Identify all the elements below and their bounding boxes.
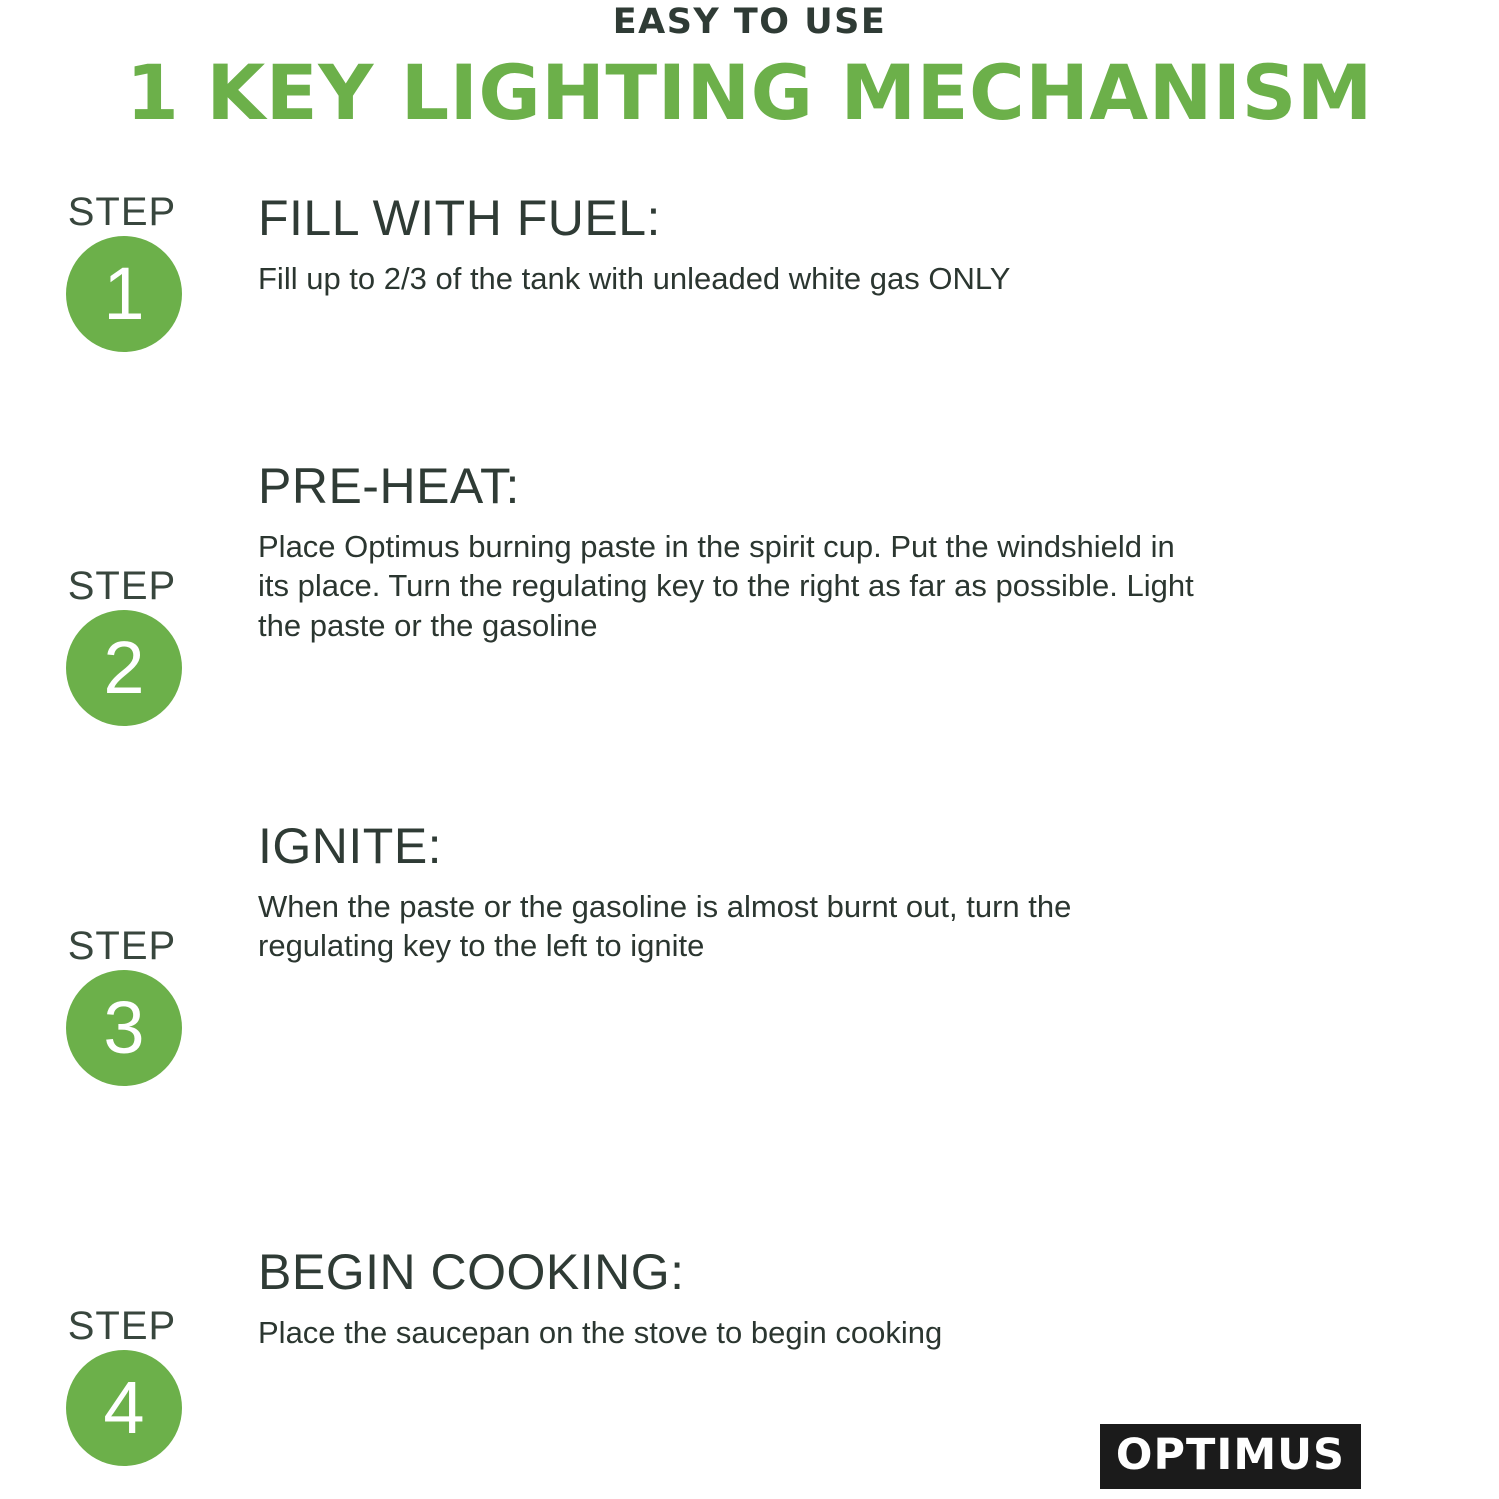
optimus-logo: OPTIMUS	[1100, 1424, 1361, 1489]
step-badge-3	[0, 820, 230, 1086]
step-title-3: IGNITE:	[258, 818, 443, 875]
step-item-3	[0, 820, 1499, 1086]
step-badge-1	[0, 192, 230, 352]
step-badge-4	[0, 1194, 230, 1466]
steps-list	[0, 192, 1499, 1466]
page-title: 1 KEY LIGHTING MECHANISM	[126, 47, 1373, 137]
step-label-4: STEP	[67, 1304, 177, 1349]
step-body-1	[230, 192, 1499, 298]
step-text-1: Fill up to 2/3 of the tank with unleaded white gas ONLY	[258, 260, 1011, 296]
step-body-2	[230, 460, 1499, 646]
step-label-3: STEP	[67, 924, 177, 969]
step-number-2: 2	[66, 610, 182, 726]
step-body-4	[230, 1194, 1499, 1352]
step-item-2	[0, 460, 1499, 726]
header	[0, 0, 1499, 136]
step-label-2: STEP	[67, 564, 177, 609]
step-title-4: BEGIN COOKING:	[258, 1244, 685, 1301]
step-item-1	[0, 192, 1499, 352]
step-text-2: Place Optimus burning paste in the spirit cup. Put the windshield in its place. Turn the regulating key to the right as far as possible. Light the paste or the gasoline	[258, 528, 1194, 643]
step-title-1: FILL WITH FUEL:	[258, 190, 661, 247]
eyebrow-text: EASY TO USE	[612, 2, 887, 42]
step-text-3: When the paste or the gasoline is almost burnt out, turn the regulating key to the left to ignite	[258, 888, 1072, 964]
step-label-1: STEP	[67, 190, 177, 235]
step-title-2: PRE-HEAT:	[258, 458, 520, 515]
step-badge-2	[0, 460, 230, 726]
step-number-3: 3	[66, 970, 182, 1086]
step-number-1: 1	[66, 236, 182, 352]
step-number-4: 4	[66, 1350, 182, 1466]
step-text-4: Place the saucepan on the stove to begin cooking	[258, 1314, 943, 1350]
step-body-3	[230, 820, 1499, 966]
